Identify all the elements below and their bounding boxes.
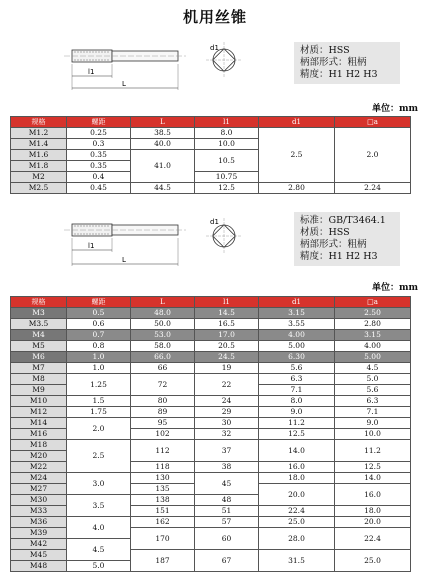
table-row xyxy=(11,341,411,352)
d1-cell: 25.0 xyxy=(259,517,335,528)
l-cell: 118 xyxy=(131,462,195,473)
pitch-cell: 0.25 xyxy=(67,128,131,139)
pitch-cell: 0.35 xyxy=(67,161,131,172)
l-cell: 72 xyxy=(131,374,195,396)
d1-cell: 2.5 xyxy=(259,128,335,183)
l-cell: 53.0 xyxy=(131,330,195,341)
size-cell: M6 xyxy=(11,352,67,363)
a-cell: 2.24 xyxy=(335,183,411,194)
l-cell: 187 xyxy=(131,550,195,572)
tap-drawing-1 xyxy=(60,40,190,98)
pitch-cell: 1.75 xyxy=(67,407,131,418)
spec-line: 标准：GB/T3464.1 xyxy=(300,215,386,226)
size-cell: M45 xyxy=(11,550,67,561)
l-cell: 102 xyxy=(131,429,195,440)
d1-cell: 6.30 xyxy=(259,352,335,363)
header-d1: d1 xyxy=(259,117,335,128)
pitch-cell: 2.5 xyxy=(67,440,131,473)
spec-line: 精度：H1 H2 H3 xyxy=(300,69,378,80)
d1-cell: 3.55 xyxy=(259,319,335,330)
size-cell: M33 xyxy=(11,506,67,517)
size-cell: M30 xyxy=(11,495,67,506)
header-d1: d1 xyxy=(259,297,335,308)
d1-cell: 16.0 xyxy=(259,462,335,473)
size-cell: M1.8 xyxy=(11,161,67,172)
l-cell: 41.0 xyxy=(131,150,195,183)
l1-cell: 60 xyxy=(195,528,259,550)
pitch-cell: 0.35 xyxy=(67,150,131,161)
pitch-cell: 1.0 xyxy=(67,363,131,374)
a-cell: 2.0 xyxy=(335,128,411,183)
a-cell: 20.0 xyxy=(335,517,411,528)
table-row xyxy=(11,352,411,363)
size-cell: M22 xyxy=(11,462,67,473)
l1-cell: 45 xyxy=(195,473,259,495)
d1-cell: 20.0 xyxy=(259,484,335,506)
d1-cell: 14.0 xyxy=(259,440,335,462)
l1-cell: 32 xyxy=(195,429,259,440)
d1-cell: 7.1 xyxy=(259,385,335,396)
size-cell: M36 xyxy=(11,517,67,528)
size-cell: M1.6 xyxy=(11,150,67,161)
pitch-cell: 2.0 xyxy=(67,418,131,440)
table-row xyxy=(11,319,411,330)
pitch-cell: 4.0 xyxy=(67,517,131,539)
l-cell: 80 xyxy=(131,396,195,407)
l1-cell: 8.0 xyxy=(195,128,259,139)
pitch-cell: 5.0 xyxy=(67,561,131,572)
l-label: L xyxy=(122,80,126,88)
l-cell: 40.0 xyxy=(131,139,195,150)
a-cell: 10.0 xyxy=(335,429,411,440)
pitch-cell: 0.7 xyxy=(67,330,131,341)
a-cell: 9.0 xyxy=(335,418,411,429)
pitch-cell: 0.5 xyxy=(67,308,131,319)
d1-cell: 11.2 xyxy=(259,418,335,429)
size-cell: M4 xyxy=(11,330,67,341)
table-row xyxy=(11,363,411,374)
size-cell: M24 xyxy=(11,473,67,484)
table-row xyxy=(11,128,411,139)
l1-cell: 24 xyxy=(195,396,259,407)
l1-cell: 30 xyxy=(195,418,259,429)
l1-cell: 29 xyxy=(195,407,259,418)
l-cell: 38.5 xyxy=(131,128,195,139)
d1-cell: 5.6 xyxy=(259,363,335,374)
d1-cell: 3.15 xyxy=(259,308,335,319)
pitch-cell: 4.5 xyxy=(67,539,131,561)
a-cell: 25.0 xyxy=(335,550,411,572)
size-cell: M7 xyxy=(11,363,67,374)
pitch-cell: 0.4 xyxy=(67,172,131,183)
size-cell: M14 xyxy=(11,418,67,429)
l1-label: l1 xyxy=(88,68,95,76)
pitch-cell: 1.5 xyxy=(67,396,131,407)
pitch-cell: 1.25 xyxy=(67,374,131,396)
spec-line: 材质：HSS xyxy=(300,45,350,56)
a-cell: 5.0 xyxy=(335,374,411,385)
l-cell: 95 xyxy=(131,418,195,429)
a-cell: 4.5 xyxy=(335,363,411,374)
table-row xyxy=(11,407,411,418)
l1-label: l1 xyxy=(88,242,95,250)
l-cell: 130 xyxy=(131,473,195,484)
l1-cell: 51 xyxy=(195,506,259,517)
l1-cell: 12.5 xyxy=(195,183,259,194)
l-label: L xyxy=(122,256,126,264)
d1-cell: 8.0 xyxy=(259,396,335,407)
l-cell: 66.0 xyxy=(131,352,195,363)
table-row xyxy=(11,418,411,429)
l-cell: 162 xyxy=(131,517,195,528)
l-cell: 58.0 xyxy=(131,341,195,352)
a-cell: 2.50 xyxy=(335,308,411,319)
pitch-cell: 0.6 xyxy=(67,319,131,330)
d1-cell: 28.0 xyxy=(259,528,335,550)
pitch-cell: 1.0 xyxy=(67,352,131,363)
spec-line: 柄部形式：粗柄 xyxy=(300,57,367,68)
spec-line: 柄部形式：粗柄 xyxy=(300,239,367,250)
header-l1: l1 xyxy=(195,117,259,128)
header-l: L xyxy=(131,297,195,308)
a-cell: 11.2 xyxy=(335,440,411,462)
table-row xyxy=(11,517,411,528)
size-cell: M39 xyxy=(11,528,67,539)
page-title: 机用丝锥 xyxy=(182,8,247,26)
square-section-1 xyxy=(200,38,250,80)
l1-cell: 10.0 xyxy=(195,139,259,150)
header-size: 规格 xyxy=(11,297,67,308)
spec-line: 材质：HSS xyxy=(300,227,350,238)
size-cell: M18 xyxy=(11,440,67,451)
d1-cell: 9.0 xyxy=(259,407,335,418)
table-row xyxy=(11,330,411,341)
l-cell: 170 xyxy=(131,528,195,550)
table-row xyxy=(11,308,411,319)
header-pitch: 螺距 xyxy=(67,117,131,128)
table-row xyxy=(11,396,411,407)
size-cell: M3.5 xyxy=(11,319,67,330)
d1-cell: 2.80 xyxy=(259,183,335,194)
table-row xyxy=(11,183,411,194)
header-l: L xyxy=(131,117,195,128)
d1-label: d1 xyxy=(210,44,219,52)
table-row xyxy=(11,440,411,451)
d1-cell: 22.4 xyxy=(259,506,335,517)
a-cell: 14.0 xyxy=(335,473,411,484)
pitch-cell: 0.3 xyxy=(67,139,131,150)
a-cell: 2.80 xyxy=(335,319,411,330)
size-cell: M2 xyxy=(11,172,67,183)
d1-cell: 31.5 xyxy=(259,550,335,572)
l1-cell: 10.75 xyxy=(195,172,259,183)
tap-drawing-2 xyxy=(60,212,190,272)
header-pitch: 螺距 xyxy=(67,297,131,308)
d1-cell: 6.3 xyxy=(259,374,335,385)
size-cell: M3 xyxy=(11,308,67,319)
l1-cell: 19 xyxy=(195,363,259,374)
pitch-cell: 0.45 xyxy=(67,183,131,194)
l1-cell: 20.5 xyxy=(195,341,259,352)
l-cell: 112 xyxy=(131,440,195,462)
unit-label: 单位：mm xyxy=(372,104,419,114)
header-l1: l1 xyxy=(195,297,259,308)
table-header xyxy=(11,117,411,128)
spec-box-1 xyxy=(294,42,400,84)
a-cell: 7.1 xyxy=(335,407,411,418)
l1-cell: 67 xyxy=(195,550,259,572)
table-row xyxy=(11,473,411,484)
l1-cell: 14.5 xyxy=(195,308,259,319)
size-cell: M16 xyxy=(11,429,67,440)
l-cell: 89 xyxy=(131,407,195,418)
size-cell: M12 xyxy=(11,407,67,418)
a-cell: 18.0 xyxy=(335,506,411,517)
l-cell: 135 xyxy=(131,484,195,495)
l-cell: 48.0 xyxy=(131,308,195,319)
l-cell: 50.0 xyxy=(131,319,195,330)
l1-cell: 48 xyxy=(195,495,259,506)
a-cell: 22.4 xyxy=(335,528,411,550)
a-cell: 4.00 xyxy=(335,341,411,352)
pitch-cell: 3.5 xyxy=(67,495,131,517)
a-cell: 16.0 xyxy=(335,484,411,506)
d1-cell: 18.0 xyxy=(259,473,335,484)
header-a: □a xyxy=(335,297,411,308)
l-cell: 151 xyxy=(131,506,195,517)
size-cell: M10 xyxy=(11,396,67,407)
header-size: 规格 xyxy=(11,117,67,128)
spec-line: 精度：H1 H2 H3 xyxy=(300,251,378,262)
l1-cell: 22 xyxy=(195,374,259,396)
size-cell: M2.5 xyxy=(11,183,67,194)
size-cell: M27 xyxy=(11,484,67,495)
d1-cell: 12.5 xyxy=(259,429,335,440)
a-cell: 12.5 xyxy=(335,462,411,473)
a-cell: 6.3 xyxy=(335,396,411,407)
spec-table-1 xyxy=(10,116,411,194)
table-row xyxy=(11,374,411,385)
size-cell: M8 xyxy=(11,374,67,385)
unit-label: 单位：mm xyxy=(372,283,419,293)
size-cell: M1.2 xyxy=(11,128,67,139)
size-cell: M42 xyxy=(11,539,67,550)
d1-label: d1 xyxy=(210,218,219,226)
table-header xyxy=(11,297,411,308)
l1-cell: 16.5 xyxy=(195,319,259,330)
d1-cell: 4.00 xyxy=(259,330,335,341)
size-cell: M20 xyxy=(11,451,67,462)
size-cell: M5 xyxy=(11,341,67,352)
l1-cell: 37 xyxy=(195,440,259,462)
a-cell: 3.15 xyxy=(335,330,411,341)
header-a: □a xyxy=(335,117,411,128)
square-section-2 xyxy=(200,212,250,256)
pitch-cell: 0.8 xyxy=(67,341,131,352)
l1-cell: 38 xyxy=(195,462,259,473)
spec-box-2 xyxy=(294,212,400,266)
l1-cell: 17.0 xyxy=(195,330,259,341)
l1-cell: 10.5 xyxy=(195,150,259,172)
l1-cell: 24.5 xyxy=(195,352,259,363)
size-cell: M9 xyxy=(11,385,67,396)
a-cell: 5.00 xyxy=(335,352,411,363)
size-cell: M1.4 xyxy=(11,139,67,150)
pitch-cell: 3.0 xyxy=(67,473,131,495)
a-cell: 5.6 xyxy=(335,385,411,396)
l-cell: 66 xyxy=(131,363,195,374)
d1-cell: 5.00 xyxy=(259,341,335,352)
l-cell: 44.5 xyxy=(131,183,195,194)
spec-table-2 xyxy=(10,296,411,572)
l1-cell: 57 xyxy=(195,517,259,528)
l-cell: 138 xyxy=(131,495,195,506)
size-cell: M48 xyxy=(11,561,67,572)
